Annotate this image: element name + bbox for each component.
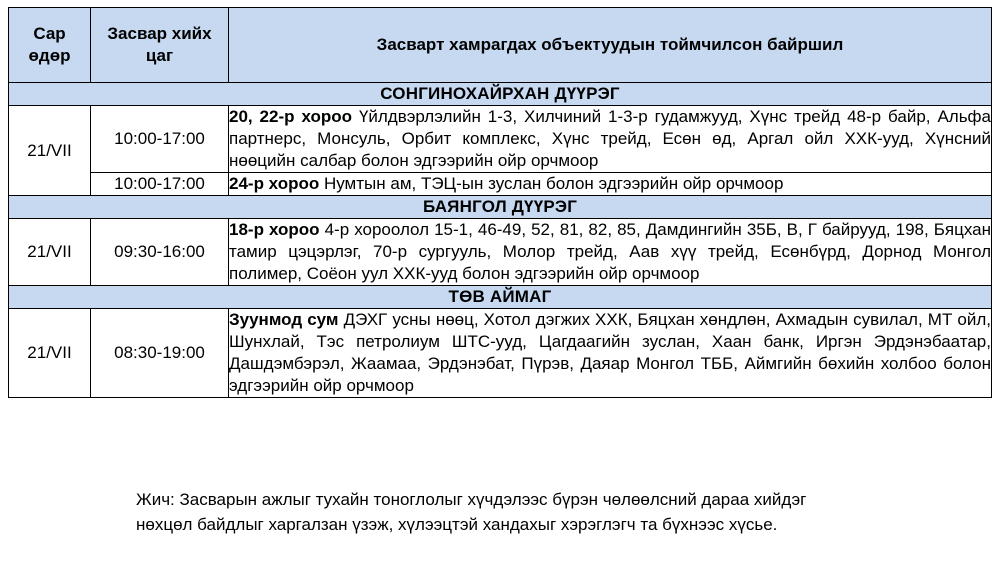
table-row — [9, 106, 992, 173]
section-title: БАЯНГОЛ ДҮҮРЭГ — [9, 196, 992, 219]
date-cell: 21/VII — [9, 219, 91, 286]
table-row — [9, 219, 992, 286]
area-name: 18-р хороо — [229, 220, 320, 239]
header-time: Засвар хийх цаг — [91, 8, 229, 83]
time-cell: 09:30-16:00 — [91, 219, 229, 286]
area-name: 20, 22-р хороо — [229, 107, 353, 126]
note-text — [136, 487, 956, 537]
outage-schedule-table — [8, 7, 992, 398]
date-cell: 21/VII — [9, 106, 91, 196]
section-row — [9, 83, 992, 106]
location-text: ДЭХГ усны нөөц, Хотол дэгжих ХХК, Бяцхан хөндлөн, Ахмадын сувилал, МТ ойл, Шунхлай, Тэс петролиум ШТС-ууд, Цагдаагийн зуслан, Хаан банк, Иргэн Эрдэнэбаатар, Дашдэмбэрэл, Жаамаа, Эрдэнэбат, Пүрэв, Даяар Монгол ТББ, Аймгийн бөхийн холбоо болон эдгээрийн ойр орчмоор — [229, 310, 991, 395]
section-title: СОНГИНОХАЙРХАН ДҮҮРЭГ — [9, 83, 992, 106]
time-cell: 08:30-19:00 — [91, 309, 229, 398]
area-name: Зуунмод сум — [229, 310, 339, 329]
location-cell — [229, 309, 992, 398]
location-text: 4-р хороолол 15-1, 46-49, 52, 81, 82, 85, Дамдингийн 35Б, В, Г байрууд, 198, Бяцхан тамир цэцэрлэг, 70-р сургууль, Молор трейд, Аав хүү трейд, Есөнбүрд, Дорнод Монгол полимер, Соёон уул ХХК-ууд болон эдгээрийн ойр орчмоор — [229, 220, 991, 283]
location-cell — [229, 173, 992, 196]
section-row — [9, 286, 992, 309]
location-text: Үйлдвэрлэлийн 1-3, Хилчиний 1-3-р гудамжууд, Хүнс трейд 48-р байр, Альфа партнерс, Монсуль, Орбит комплекс, Хүнс трейд, Есөн өд, Аргал ойл ХХК-ууд, Хүнсний нөөцийн салбар болон эдгээрийн ойр орчмоор — [229, 107, 991, 170]
location-text: Нумтын ам, ТЭЦ-ын зуслан болон эдгээрийн ойр орчмоор — [319, 174, 784, 193]
table-header-row — [9, 8, 992, 83]
table-row — [9, 173, 992, 196]
note-line: Жич: Засварын ажлыг тухайн тоноглолыг хүчдэлээс бүрэн чөлөөлсний дараа хийдэг — [136, 490, 807, 509]
header-date: Сар өдөр — [9, 8, 91, 83]
header-location: Засварт хамрагдах объектуудын тоймчилсон байршил — [229, 8, 992, 83]
date-cell: 21/VII — [9, 309, 91, 398]
time-cell: 10:00-17:00 — [91, 106, 229, 173]
location-cell — [229, 219, 992, 286]
time-cell: 10:00-17:00 — [91, 173, 229, 196]
note-line: нөхцөл байдлыг харгалзан үзэж, хүлээцтэй хандахыг хэрэглэгч та бүхнээс хүсье. — [136, 515, 778, 534]
section-row — [9, 196, 992, 219]
table-row — [9, 309, 992, 398]
section-title: ТӨВ АЙМАГ — [9, 286, 992, 309]
area-name: 24-р хороо — [229, 174, 320, 193]
location-cell — [229, 106, 992, 173]
